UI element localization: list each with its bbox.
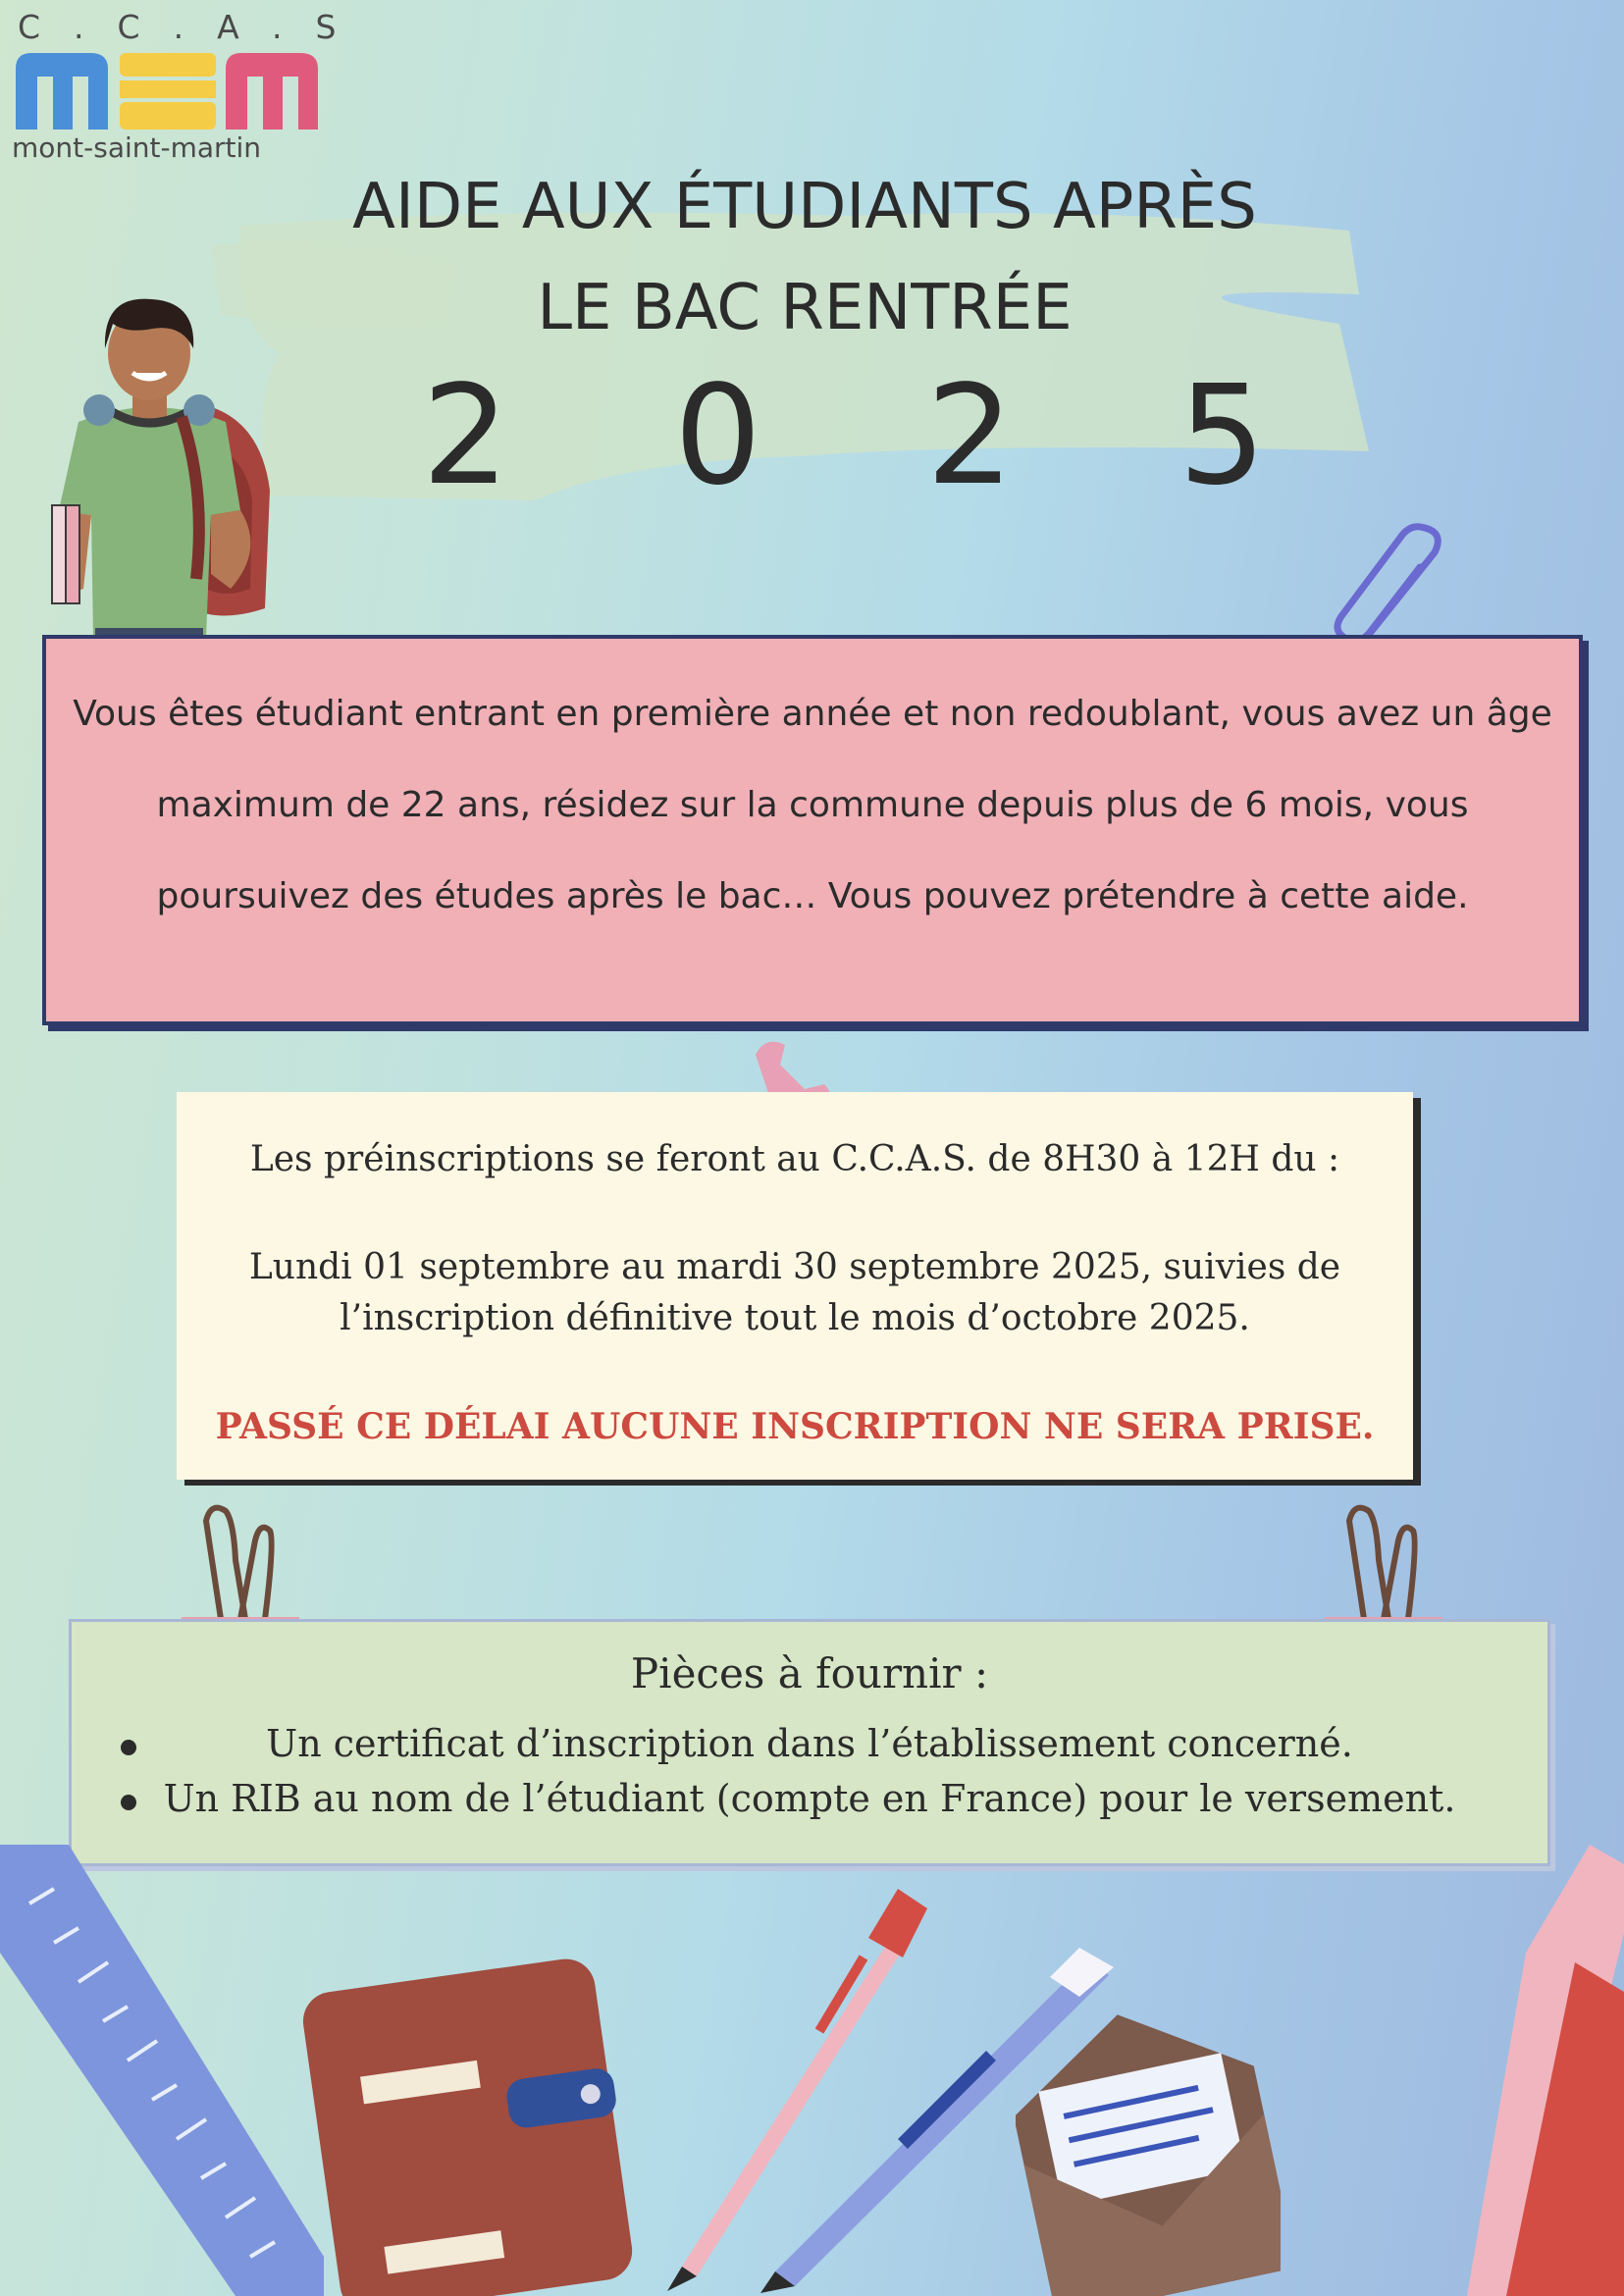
logo-ccas-text: C.C.A.S [18, 8, 370, 46]
year-digit: 0 [673, 356, 762, 516]
year-digit: 2 [422, 356, 510, 516]
highlighter-icon [1467, 1845, 1624, 2296]
page-title [294, 157, 1315, 359]
documents-title: Pièces à fournir : [630, 1649, 989, 1697]
year-digit: 2 [925, 356, 1015, 516]
documents-box [69, 1619, 1550, 1866]
logo-town-name: mont-saint-martin [12, 131, 262, 164]
title-year [422, 356, 1266, 516]
bullet-icon [121, 1740, 136, 1755]
student-illustration [34, 294, 280, 643]
notebook-icon [299, 1948, 662, 2296]
list-item [91, 1777, 1528, 1820]
list-item-text: Un RIB au nom de l’étudiant (compte en France) pour le versement. [163, 1777, 1456, 1820]
registration-box [177, 1092, 1413, 1480]
registration-dates: Lundi 01 septembre au mardi 30 septembre 2025, suivies de l’inscription définitive tout le mois d’octobre 2025. [248, 1247, 1341, 1338]
title-line-1: AIDE AUX ÉTUDIANTS APRÈS [352, 171, 1257, 243]
list-item-text: Un certificat d’inscription dans l’établissement concerné. [266, 1722, 1353, 1765]
logo-msm-mark [12, 47, 326, 130]
ccas-logo [12, 8, 370, 165]
year-digit: 5 [1178, 356, 1266, 516]
registration-hours: Les préinscriptions se feront au C.C.A.S. de 8H30 à 12H du : [249, 1139, 1340, 1179]
eligibility-box [42, 635, 1583, 1025]
list-item [91, 1722, 1528, 1765]
bullet-icon [121, 1795, 136, 1810]
envelope-icon [1016, 2011, 1281, 2296]
eligibility-text: Vous êtes étudiant entrant en première année et non redoublant, vous avez un âge maximum de 22 ans, résidez sur la commune depuis plus de 6 mois, vous poursuivez des études après le bac… Vous pouvez prétendre à cette aide. [73, 694, 1552, 916]
title-line-2: LE BAC RENTRÉE [537, 272, 1073, 344]
ruler-icon [0, 1845, 324, 2296]
registration-deadline-warning: PASSÉ CE DÉLAI AUCUNE INSCRIPTION NE SERA PRISE. [215, 1406, 1375, 1447]
